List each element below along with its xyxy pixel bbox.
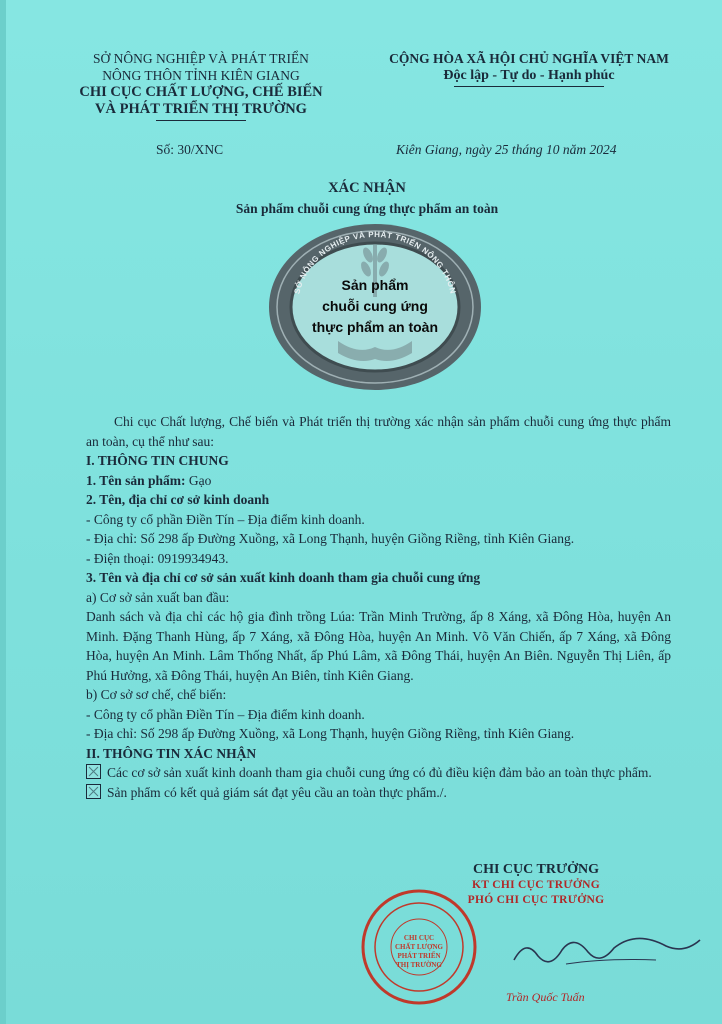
header-left-underline: [156, 120, 246, 121]
checked-box-icon: [86, 784, 101, 799]
signer-authority-1: KT CHI CỤC TRƯỞNG: [472, 879, 600, 891]
section-1-heading: I. THÔNG TIN CHUNG: [86, 453, 229, 468]
department-line-1: CHI CỤC CHẤT LƯỢNG, CHẾ BIẾN: [79, 84, 323, 100]
svg-text:THỊ TRƯỜNG: THỊ TRƯỜNG: [396, 961, 442, 969]
seal-line-2: chuỗi cung ứng: [322, 298, 428, 314]
national-motto: Độc lập - Tự do - Hạnh phúc: [443, 68, 615, 83]
svg-text:CHI CỤC: CHI CỤC: [403, 934, 435, 942]
confirmation-item-2: [86, 783, 671, 803]
product-name-value: Gạo: [185, 472, 212, 488]
supply-chain-heading: 3. Tên và địa chỉ cơ sở sản xuất kinh doanh tham gia chuỗi cung ứng: [86, 570, 481, 585]
header-right-underline: [454, 86, 604, 87]
business-address: - Địa chỉ: Số 298 ấp Đường Xuồng, xã Long Thạnh, huyện Giồng Riềng, tỉnh Kiên Giang.: [86, 531, 575, 546]
product-name-label: 1. Tên sản phẩm:: [86, 472, 186, 488]
document-number: Số: 30/XNC: [156, 142, 224, 157]
confirmation-text-2: Sản phẩm có kết quả giám sát đạt yêu cầu an toàn thực phẩm./.: [107, 784, 447, 800]
nation-name: CỘNG HÒA XÃ HỘI CHỦ NGHĨA VIỆT NAM: [389, 51, 669, 66]
product-name-line: [86, 471, 671, 491]
signer-role: CHI CỤC TRƯỞNG: [472, 862, 599, 877]
intro-paragraph: Chi cục Chất lượng, Chế biến và Phát triển thị trường xác nhận sản phẩm chuỗi cung ứng thực phẩm an toàn, cụ thể như sau:: [86, 414, 671, 449]
national-header: [364, 50, 694, 87]
safe-food-seal: [268, 223, 482, 391]
handwritten-signature: [506, 920, 706, 980]
document-body: [86, 412, 671, 802]
seal-caption: [268, 275, 482, 338]
svg-text:PHÁT TRIỂN: PHÁT TRIỂN: [397, 952, 441, 960]
seal-line-3: thực phẩm an toàn: [311, 319, 439, 335]
seal-line-1: Sản phẩm: [341, 277, 409, 293]
document-title: XÁC NHẬN: [328, 180, 406, 196]
department-line-2: VÀ PHÁT TRIỂN THỊ TRƯỜNG: [95, 101, 307, 117]
checked-box-icon: [86, 764, 101, 779]
primary-producers-list: Danh sách và địa chỉ các hộ gia đình trồng Lúa: Trần Minh Trường, ấp 8 Xáng, xã Đông Hòa, huyện An Minh. Đặng Thanh Hùng, ấp 7 Xáng, xã Đông Hòa, huyện An Minh. Võ Văn Chiến, ấp 7 Xáng, xã Đông Hòa, huyện An Minh. Lâm Thống Nhất, ấp Phú Lâm, xã Đông Thái, huyện An Biên. Nguyễn Thị Liên, ấp Phú Hưởng, xã Đông Thái, huyện An Biên, tỉnh Kiên Giang.: [86, 609, 671, 683]
province-name: NÔNG THÔN TỈNH KIÊN GIANG: [102, 68, 300, 83]
issuer-header: [46, 50, 356, 121]
document-subtitle: Sản phẩm chuỗi cung ứng thực phẩm an toàn: [235, 201, 499, 216]
business-company: - Công ty cổ phần Điền Tín – Địa điểm kinh doanh.: [86, 511, 365, 527]
official-red-stamp: [360, 888, 478, 1006]
section-2-heading: II. THÔNG TIN XÁC NHẬN: [86, 745, 257, 761]
primary-producers-label: a) Cơ sở sản xuất ban đầu:: [86, 589, 230, 605]
processing-company: - Công ty cổ phần Điền Tín – Địa điểm kinh doanh.: [86, 706, 365, 722]
business-phone: - Điện thoại: 0919934943.: [86, 550, 229, 566]
document-date: Kiên Giang, ngày 25 tháng 10 năm 2024: [396, 142, 617, 157]
ministry-name: SỞ NÔNG NGHIỆP VÀ PHÁT TRIỂN: [93, 51, 309, 66]
confirmation-item-1: [86, 763, 671, 783]
processing-address: - Địa chỉ: Số 298 ấp Đường Xuồng, xã Long Thạnh, huyện Giồng Riềng, tỉnh Kiên Giang.: [86, 726, 575, 741]
business-heading: 2. Tên, địa chỉ cơ sở kinh doanh: [86, 492, 270, 507]
signer-authority-2: PHÓ CHI CỤC TRƯỞNG: [467, 894, 605, 906]
seal-ring-text: SỞ NÔNG NGHIỆP VÀ PHÁT TRIỂN NÔNG THÔN: [292, 229, 458, 295]
processing-label: b) Cơ sở sơ chế, chế biến:: [86, 687, 227, 702]
confirmation-text-1: Các cơ sở sản xuất kinh doanh tham gia chuỗi cung ứng có đủ điều kiện đảm bảo an toàn thực phẩm.: [107, 765, 652, 780]
signer-name: Trần Quốc Tuấn: [506, 990, 585, 1004]
svg-text:CHẤT LƯỢNG: CHẤT LƯỢNG: [394, 943, 444, 951]
